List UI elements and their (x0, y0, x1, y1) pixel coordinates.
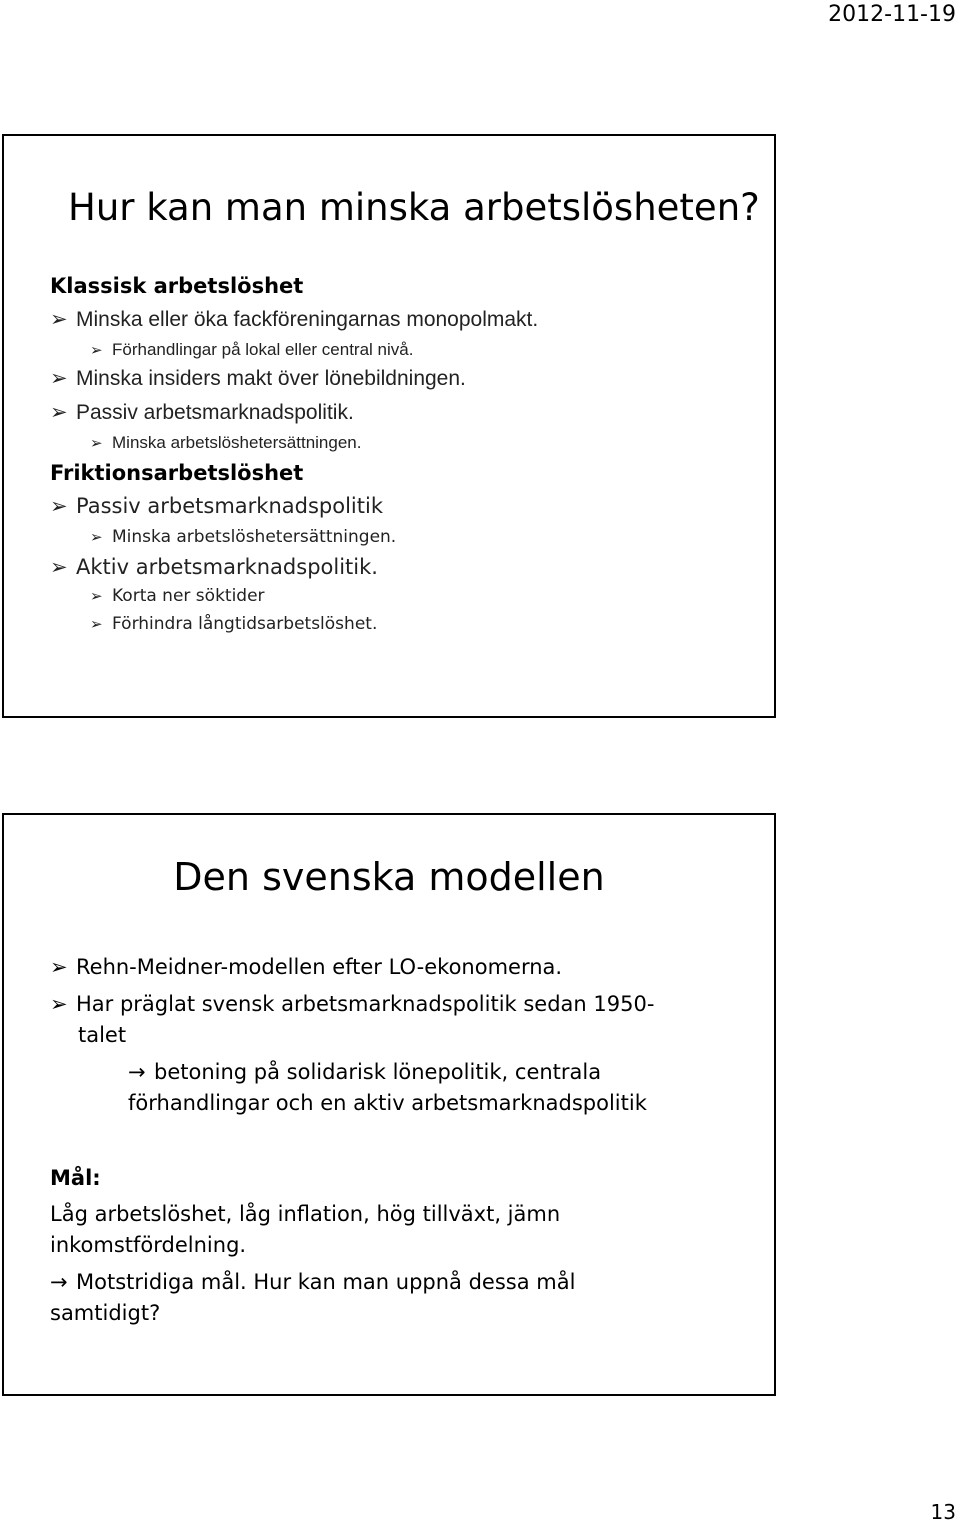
list-item-text: Minska arbetslöshetersättningen. (112, 527, 397, 547)
chevron-bullet-icon: ➢ (90, 587, 103, 605)
list-item-text: Passiv arbetsmarknadspolitik (76, 494, 383, 518)
list-item-text: Förhandlingar på lokal eller central nivå. (112, 340, 414, 359)
chevron-bullet-icon: ➢ (90, 435, 103, 452)
list-item-text: Förhindra långtidsarbetslöshet. (112, 614, 378, 634)
list-item (50, 402, 354, 423)
slide-svenska-modellen (2, 813, 776, 1396)
list-item (50, 496, 383, 517)
arrow-text-line2: förhandlingar och en aktiv arbetsmarknadspolitik (128, 1091, 647, 1115)
chevron-bullet-icon: ➢ (50, 955, 68, 979)
arrow-text-line1: betoning på solidarisk lönepolitik, centrala (154, 1060, 602, 1084)
list-item-text: Minska eller öka fackföreningarnas monopolmakt. (76, 308, 539, 331)
slide-arbetsloshet (2, 134, 776, 718)
list-item (50, 368, 466, 389)
list-item-text: Minska arbetslöshetersättningen. (112, 433, 362, 452)
arrow-right-icon: → (128, 1060, 146, 1084)
list-item (50, 557, 378, 578)
section-heading-klassisk: Klassisk arbetslöshet (50, 274, 304, 298)
conclusion (50, 1267, 575, 1298)
chevron-bullet-icon: ➢ (50, 401, 68, 424)
chevron-bullet-icon: ➢ (90, 342, 103, 359)
arrow-paragraph (128, 1057, 601, 1088)
list-item (90, 434, 361, 451)
arrow-right-icon: → (50, 1270, 68, 1294)
chevron-bullet-icon: ➢ (50, 367, 68, 390)
list-item (90, 616, 377, 633)
list-item (50, 309, 538, 330)
list-item (90, 588, 265, 605)
chevron-bullet-icon: ➢ (50, 494, 68, 518)
chevron-bullet-icon: ➢ (50, 992, 68, 1016)
page-date: 2012-11-19 (828, 2, 956, 27)
chevron-bullet-icon: ➢ (50, 555, 68, 579)
list-item-text: Rehn-Meidner-modellen efter LO-ekonomerna. (76, 955, 563, 979)
chevron-bullet-icon: ➢ (50, 308, 68, 331)
list-item-continuation: talet (78, 1023, 127, 1047)
list-item-text: Korta ner söktider (112, 586, 265, 606)
list-item (90, 341, 413, 358)
goals-line2: inkomstfördelning. (50, 1233, 247, 1257)
list-item-text: Minska insiders makt över lönebildningen. (76, 367, 466, 390)
slide2-title: Den svenska modellen (173, 855, 605, 899)
page-number: 13 (930, 1500, 956, 1524)
conclusion-line2: samtidigt? (50, 1301, 161, 1325)
goals-heading: Mål: (50, 1166, 101, 1190)
list-item (90, 529, 396, 546)
goals-line1: Låg arbetslöshet, låg inflation, hög tillväxt, jämn (50, 1202, 561, 1226)
section-heading-friktion: Friktionsarbetslöshet (50, 461, 304, 485)
list-item (50, 952, 562, 983)
conclusion-line1: Motstridiga mål. Hur kan man uppnå dessa mål (76, 1270, 576, 1294)
list-item (50, 989, 654, 1020)
chevron-bullet-icon: ➢ (90, 615, 103, 633)
list-item-text: Har präglat svensk arbetsmarknadspolitik sedan 1950- (76, 992, 655, 1016)
list-item-text: Passiv arbetsmarknadspolitik. (76, 401, 354, 424)
slide1-title: Hur kan man minska arbetslösheten? (68, 186, 760, 229)
list-item-text: Aktiv arbetsmarknadspolitik. (76, 555, 378, 579)
chevron-bullet-icon: ➢ (90, 528, 103, 546)
